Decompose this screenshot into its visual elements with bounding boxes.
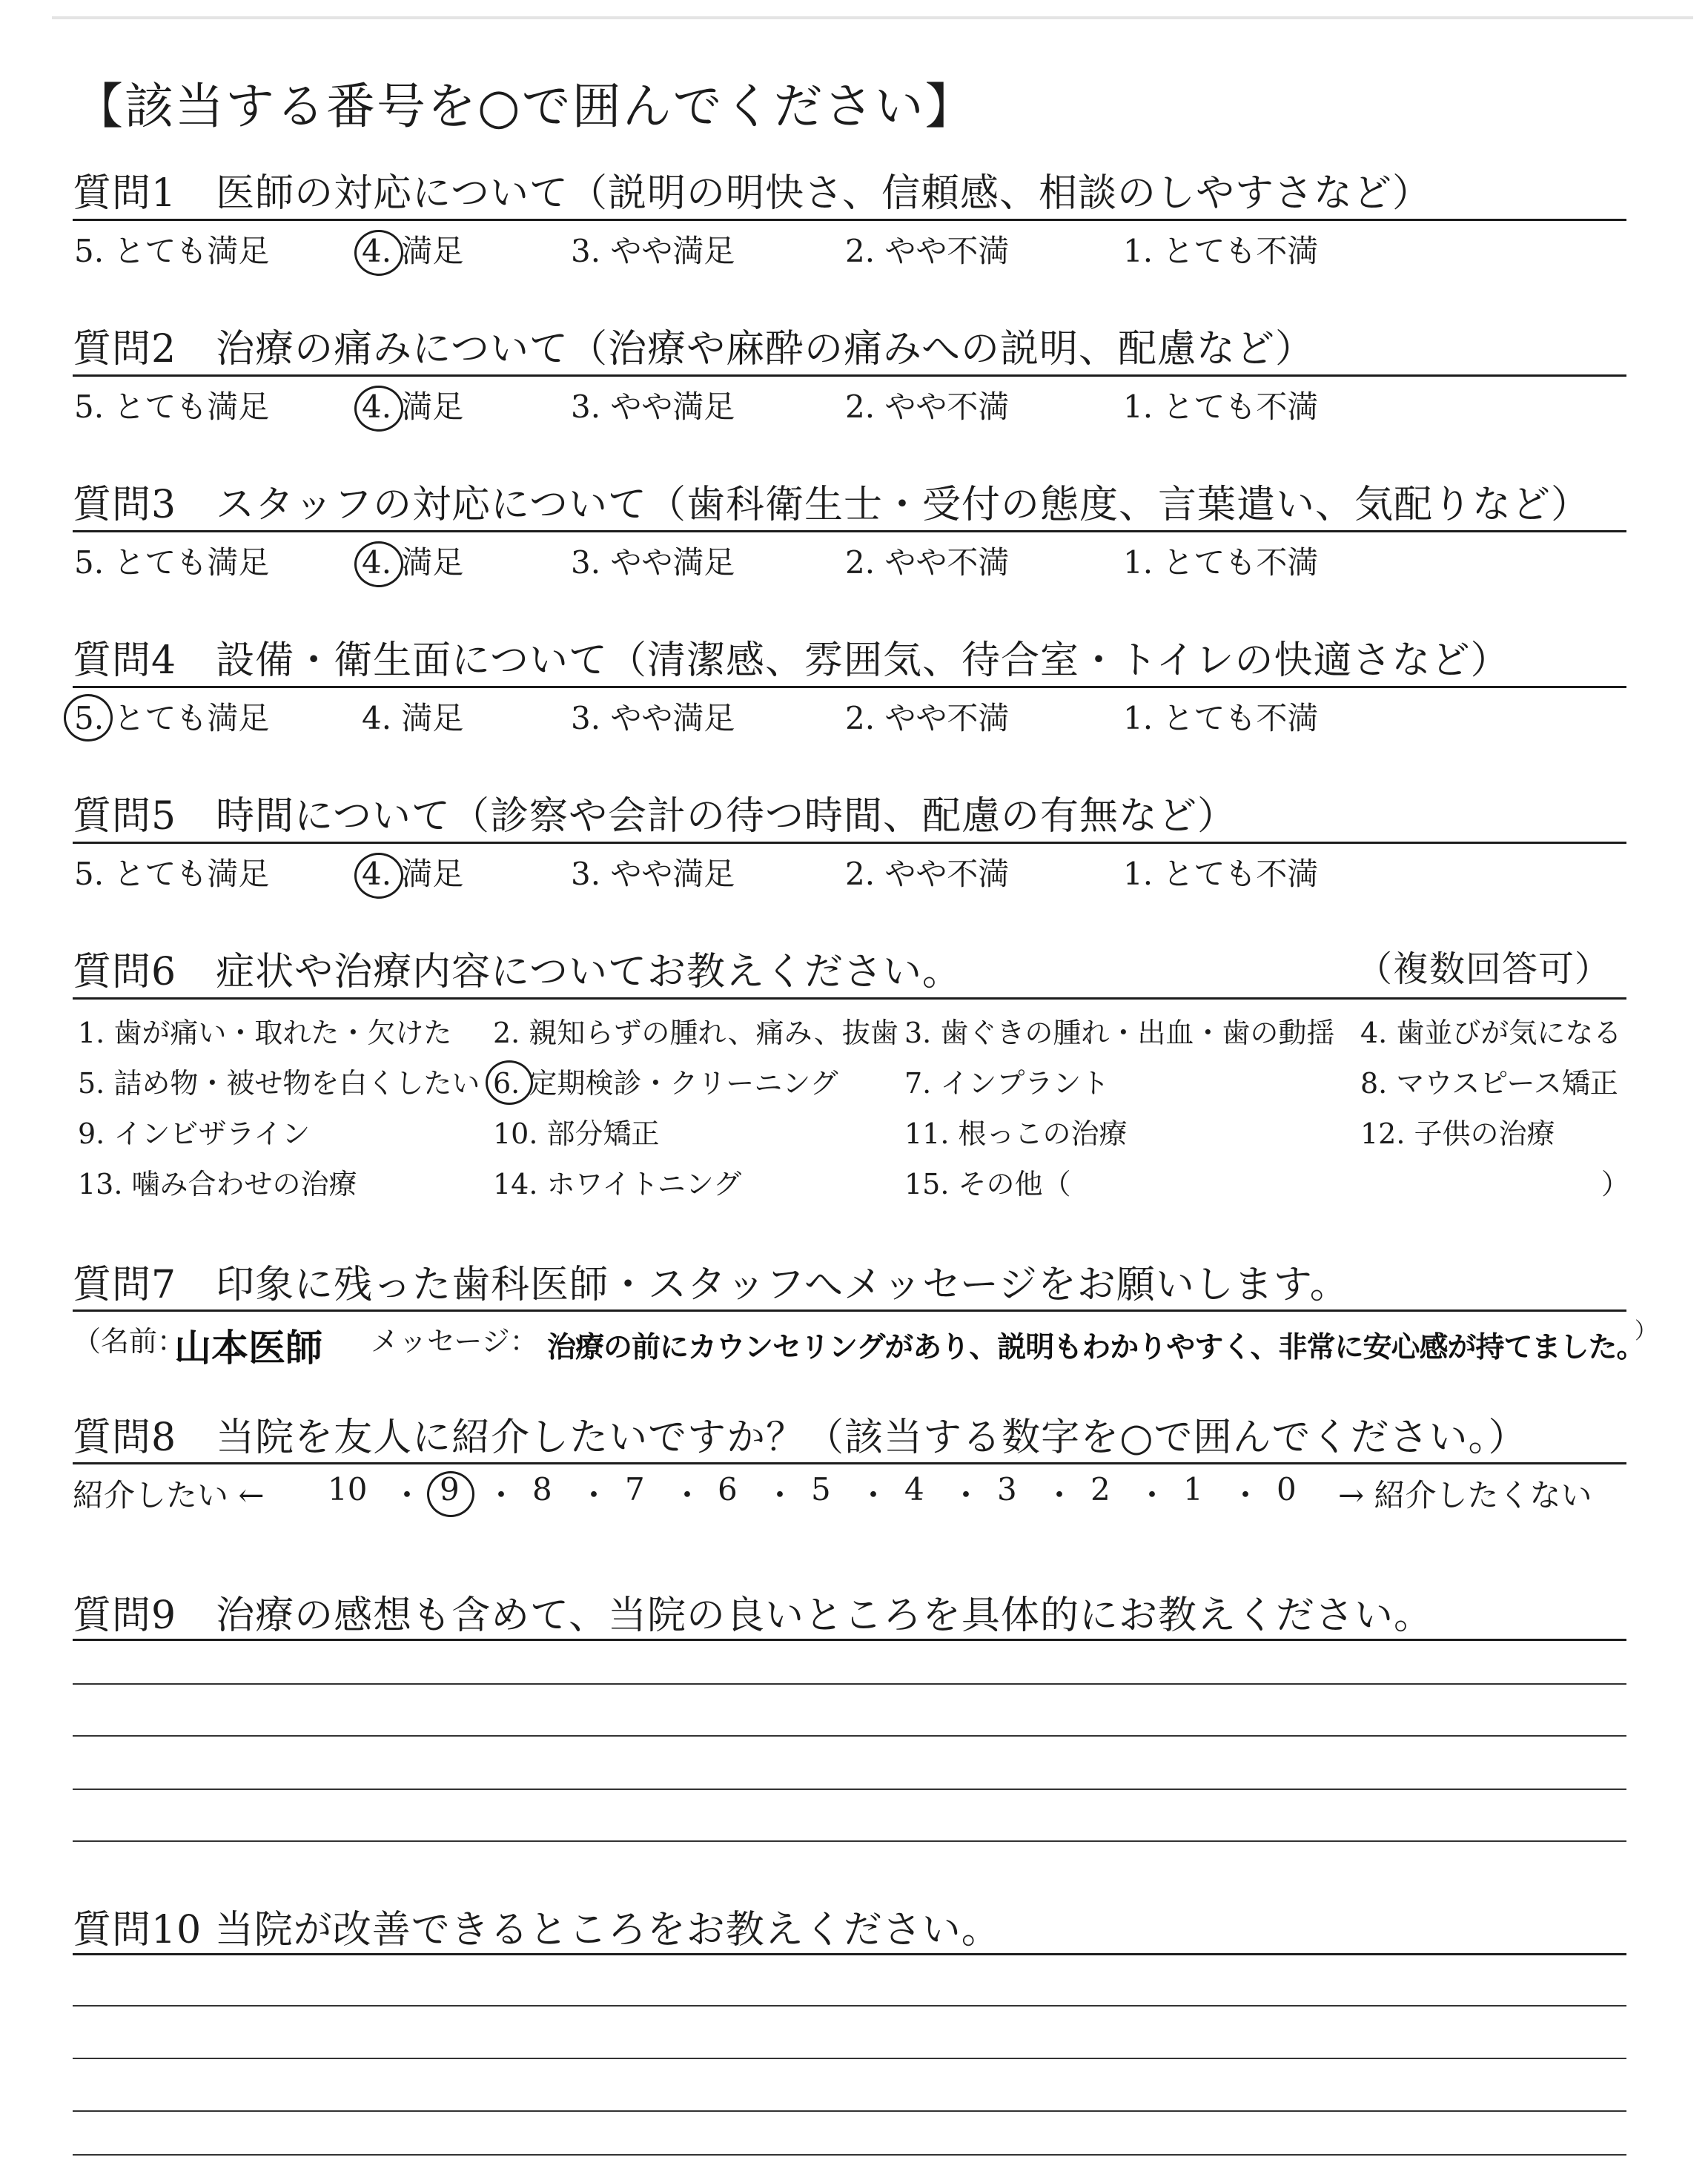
q7-title: 質問7 印象に残った歯科医師・スタッフへメッセージをお願いします。 [73, 1263, 1349, 1307]
q8-scale-7[interactable]: 7 [625, 1471, 645, 1507]
q8-separator: ・ [950, 1477, 982, 1513]
q7-rule [73, 1309, 1626, 1312]
q9-rule [73, 1639, 1626, 1641]
q8-scale-1[interactable]: 1 [1183, 1471, 1203, 1507]
q6-option-1[interactable]: 1. 歯が痛い・取れた・欠けた [78, 1017, 452, 1049]
q6-option-4[interactable]: 4. 歯並びが気になる [1360, 1017, 1622, 1049]
q7-message-value[interactable]: 治療の前にカウンセリングがあり、説明もわかりやすく、非常に安心感が持てました。 [547, 1331, 1645, 1364]
scan-top-edge [52, 16, 1693, 19]
q5-option-1[interactable]: 1. とても不満 [1123, 856, 1319, 892]
q1-rule [73, 219, 1626, 221]
q2-option-4[interactable]: 4. 満足 [362, 389, 464, 425]
q8-left-label: 紹介したい ← [73, 1477, 265, 1513]
q6-selection-circle [486, 1060, 533, 1105]
q3-option-4[interactable]: 4. 満足 [362, 544, 464, 581]
q4-option-2[interactable]: 2. やや不満 [845, 700, 1010, 736]
q1-option-5[interactable]: 5. とても満足 [74, 233, 270, 269]
q3-selection-circle [354, 541, 403, 587]
q6-option-7[interactable]: 7. インプラント [904, 1067, 1110, 1100]
q4-title: 質問4 設備・衛生面について（清潔感、雰囲気、待合室・トイレの快適さなど） [73, 638, 1510, 683]
q8-separator: ・ [1230, 1477, 1262, 1513]
q3-rule [73, 530, 1626, 532]
q8-separator: ・ [858, 1477, 890, 1513]
q4-option-3[interactable]: 3. やや満足 [571, 700, 735, 736]
q8-scale-10[interactable]: 10 [328, 1471, 368, 1507]
q6-option-9[interactable]: 9. インビザライン [78, 1117, 311, 1150]
q5-selection-circle [354, 853, 403, 899]
q2-rule [73, 374, 1626, 377]
q3-option-3[interactable]: 3. やや満足 [571, 544, 735, 581]
q1-option-2[interactable]: 2. やや不満 [845, 233, 1010, 269]
q6-option-15[interactable]: 15. その他（ [904, 1168, 1071, 1200]
q3-option-2[interactable]: 2. やや不満 [845, 544, 1010, 581]
q5-title: 質問5 時間について（診察や会計の待つ時間、配慮の有無など） [73, 794, 1237, 839]
q8-separator: ・ [1136, 1477, 1168, 1513]
q6-option-6[interactable]: 6. 定期検診・クリーニング [493, 1067, 838, 1100]
q3-title: 質問3 スタッフの対応について（歯科衛生士・受付の態度、言葉遣い、気配りなど） [73, 483, 1591, 527]
q1-option-4[interactable]: 4. 満足 [362, 233, 464, 269]
q7-close-paren: ） [1635, 1318, 1657, 1344]
q4-selection-circle [64, 694, 113, 742]
q6-option-2[interactable]: 2. 親知らずの腫れ、痛み、抜歯 [493, 1017, 898, 1049]
q8-scale-2[interactable]: 2 [1090, 1471, 1110, 1507]
q6-option-10[interactable]: 10. 部分矯正 [493, 1117, 660, 1150]
q10-writing-line[interactable] [73, 2005, 1626, 2007]
q5-option-2[interactable]: 2. やや不満 [845, 856, 1010, 892]
q8-scale-3[interactable]: 3 [997, 1471, 1017, 1507]
q7-name-label: （名前： [73, 1325, 186, 1358]
q1-title: 質問1 医師の対応について（説明の明快さ、信頼感、相談のしやすさなど） [73, 171, 1431, 216]
q7-name-value[interactable]: 山本医師 [174, 1327, 322, 1370]
q6-option-12[interactable]: 12. 子供の治療 [1360, 1117, 1555, 1150]
q8-selection-circle [427, 1471, 474, 1517]
q6-option-3[interactable]: 3. 歯ぐきの腫れ・出血・歯の動揺 [904, 1017, 1335, 1049]
q9-title: 質問9 治療の感想も含めて、当院の良いところを具体的にお教えください。 [73, 1593, 1434, 1638]
q1-option-3[interactable]: 3. やや満足 [571, 233, 735, 269]
q4-rule [73, 686, 1626, 688]
q3-option-5[interactable]: 5. とても満足 [74, 544, 270, 581]
q6-other-close-paren: ） [1601, 1168, 1630, 1200]
q1-option-1[interactable]: 1. とても不満 [1123, 233, 1319, 269]
q6-rule [73, 997, 1626, 1000]
q4-option-5[interactable]: 5. とても満足 [74, 700, 270, 736]
q2-option-2[interactable]: 2. やや不満 [845, 389, 1010, 425]
q8-separator: ・ [486, 1477, 517, 1513]
q9-writing-line[interactable] [73, 1840, 1626, 1842]
q6-note: （複数回答可） [1357, 948, 1612, 990]
q5-option-5[interactable]: 5. とても満足 [74, 856, 270, 892]
q8-scale-4[interactable]: 4 [904, 1471, 924, 1507]
q8-scale-9[interactable]: 9 [440, 1471, 460, 1507]
q9-writing-line[interactable] [73, 1735, 1626, 1737]
q10-title: 質問10 当院が改善できるところをお教えください。 [73, 1908, 1001, 1952]
q8-title: 質問8 当院を友人に紹介したいですか？（該当する数字を○で囲んでください。） [73, 1416, 1528, 1460]
q5-option-4[interactable]: 4. 満足 [362, 856, 464, 892]
q6-option-13[interactable]: 13. 噛み合わせの治療 [78, 1168, 357, 1200]
q6-option-5[interactable]: 5. 詰め物・被せ物を白くしたい [78, 1067, 480, 1100]
q8-separator: ・ [1044, 1477, 1076, 1513]
q2-title: 質問2 治療の痛みについて（治療や麻酔の痛みへの説明、配慮など） [73, 327, 1315, 371]
q2-option-5[interactable]: 5. とても満足 [74, 389, 270, 425]
q10-rule [73, 1953, 1626, 1955]
q2-option-3[interactable]: 3. やや満足 [571, 389, 735, 425]
q8-rule [73, 1462, 1626, 1464]
q8-scale-6[interactable]: 6 [718, 1471, 738, 1507]
q10-writing-line[interactable] [73, 2154, 1626, 2156]
q9-writing-line[interactable] [73, 1683, 1626, 1685]
q10-writing-line[interactable] [73, 2058, 1626, 2059]
q10-writing-line[interactable] [73, 2110, 1626, 2112]
q8-right-label: → 紹介したくない [1338, 1477, 1592, 1513]
q8-separator: ・ [578, 1477, 610, 1513]
page-title: 【該当する番号を○で囲んでください】 [74, 78, 976, 135]
q6-title: 質問6 症状や治療内容についてお教えください。 [73, 950, 962, 994]
q8-scale-0[interactable]: 0 [1277, 1471, 1297, 1507]
q1-selection-circle [354, 230, 403, 276]
q6-option-14[interactable]: 14. ホワイトニング [493, 1168, 742, 1200]
q6-option-8[interactable]: 8. マウスピース矯正 [1360, 1067, 1618, 1100]
q5-option-3[interactable]: 3. やや満足 [571, 856, 735, 892]
q8-separator: ・ [672, 1477, 704, 1513]
q4-option-1[interactable]: 1. とても不満 [1123, 700, 1319, 736]
q2-option-1[interactable]: 1. とても不満 [1123, 389, 1319, 425]
q8-scale-5[interactable]: 5 [811, 1471, 831, 1507]
q7-message-label: メッセージ： [371, 1325, 538, 1358]
q5-rule [73, 842, 1626, 844]
q2-selection-circle [354, 386, 403, 432]
q4-option-4[interactable]: 4. 満足 [362, 700, 464, 736]
q8-separator: ・ [391, 1477, 423, 1513]
q8-separator: ・ [764, 1477, 796, 1513]
q3-option-1[interactable]: 1. とても不満 [1123, 544, 1319, 581]
q6-option-11[interactable]: 11. 根っこの治療 [904, 1117, 1128, 1150]
q8-scale-8[interactable]: 8 [532, 1471, 552, 1507]
q9-writing-line[interactable] [73, 1789, 1626, 1790]
